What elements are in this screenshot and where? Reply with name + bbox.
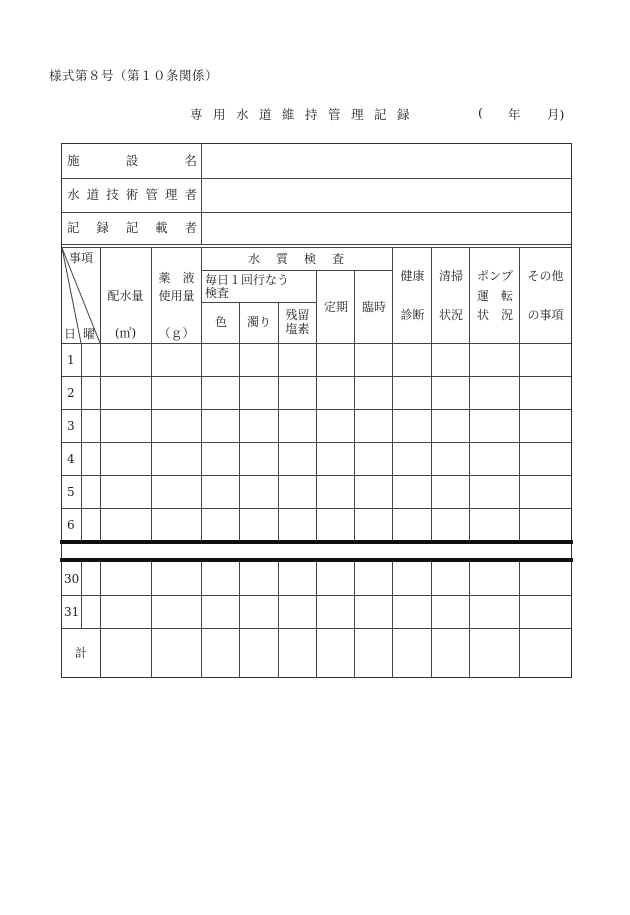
- total-label: 計: [74, 646, 87, 660]
- column-line: [431, 248, 432, 540]
- day-number: 6: [67, 518, 75, 532]
- column-line: [354, 562, 355, 677]
- column-line: [151, 562, 152, 677]
- daily-test-header-line2: 検査: [205, 286, 230, 300]
- column-line: [278, 562, 279, 677]
- daily-test-subheader-line: [202, 302, 317, 303]
- water-volume-unit: (㎥): [114, 326, 137, 340]
- water-quality-test-header: 水 質 検 査: [247, 252, 346, 266]
- column-line: [519, 562, 520, 677]
- recorder-label: 記 録 記 載 者: [67, 220, 197, 235]
- pump-header-line1: ポンプ: [476, 269, 513, 283]
- column-line: [201, 248, 202, 540]
- column-line: [354, 270, 355, 540]
- day-number: 4: [67, 452, 75, 466]
- day-number: 5: [67, 485, 75, 499]
- turbidity-header: 濁り: [246, 315, 271, 329]
- section-break-top: [60, 540, 573, 544]
- temporary-test-header: 臨時: [361, 300, 386, 314]
- column-line: [431, 562, 432, 677]
- header-weekday-label: 曜: [83, 327, 96, 341]
- form-number: 様式第８号（第１０条関係）: [49, 68, 219, 83]
- weekday-column-line: [81, 343, 82, 540]
- column-line: [392, 562, 393, 677]
- column-line: [278, 302, 279, 540]
- residual-chlorine-header-line1: 残留: [285, 308, 310, 322]
- chemical-header-line1: 薬 液: [158, 271, 195, 285]
- header-item-label: 事項: [69, 251, 94, 265]
- info-label-divider: [201, 144, 202, 245]
- header-day-label: 日: [64, 327, 77, 341]
- info-row-divider: [62, 178, 571, 179]
- column-line: [469, 562, 470, 677]
- color-header: 色: [214, 315, 227, 329]
- column-line: [519, 248, 520, 540]
- management-record-table: [61, 143, 572, 678]
- day-number: 30: [64, 572, 80, 586]
- period-open-paren: (: [478, 105, 483, 120]
- day-number: 3: [67, 419, 75, 433]
- day-number: 1: [67, 353, 75, 367]
- periodic-test-header: 定期: [323, 300, 348, 314]
- column-line: [316, 562, 317, 677]
- column-line: [239, 562, 240, 677]
- column-line: [239, 302, 240, 540]
- day-number: 31: [64, 605, 80, 619]
- water-quality-subheader-line: [202, 270, 392, 271]
- column-line: [100, 248, 101, 540]
- health-check-header-line2: 診断: [400, 308, 425, 322]
- column-line: [100, 562, 101, 677]
- water-volume-header: 配水量: [107, 289, 144, 303]
- cleaning-header-line2: 状況: [438, 308, 463, 322]
- daily-test-header-line1: 毎日１回行なう: [205, 273, 290, 287]
- column-line: [201, 562, 202, 677]
- other-items-header-line2: の事項: [527, 308, 564, 322]
- day-number: 2: [67, 386, 75, 400]
- chemical-unit: （ｇ）: [158, 326, 195, 340]
- period-year-label: 年: [508, 107, 521, 122]
- residual-chlorine-header-line2: 塩素: [285, 322, 310, 336]
- info-section-bottom: [62, 244, 571, 245]
- document-title: 専用水道維持管理記録: [190, 107, 421, 122]
- column-line: [392, 248, 393, 540]
- info-row-divider: [62, 212, 571, 213]
- column-line: [316, 270, 317, 540]
- pump-header-line3: 状 況: [476, 308, 513, 322]
- other-items-header-line1: その他: [527, 269, 564, 283]
- health-check-header-line1: 健康: [400, 269, 425, 283]
- weekday-column-line: [81, 562, 82, 628]
- cleaning-header-line1: 清掃: [438, 269, 463, 283]
- water-engineer-label: 水 道 技 術 管 理 者: [67, 187, 197, 202]
- column-line: [469, 248, 470, 540]
- info-section-double-line: [62, 247, 571, 248]
- period-month-label: 月): [547, 107, 565, 122]
- pump-header-line2: 運 転: [476, 289, 513, 303]
- chemical-header-line2: 使用量: [158, 289, 195, 303]
- column-line: [151, 248, 152, 540]
- facility-name-label: 施 設 名: [67, 153, 197, 168]
